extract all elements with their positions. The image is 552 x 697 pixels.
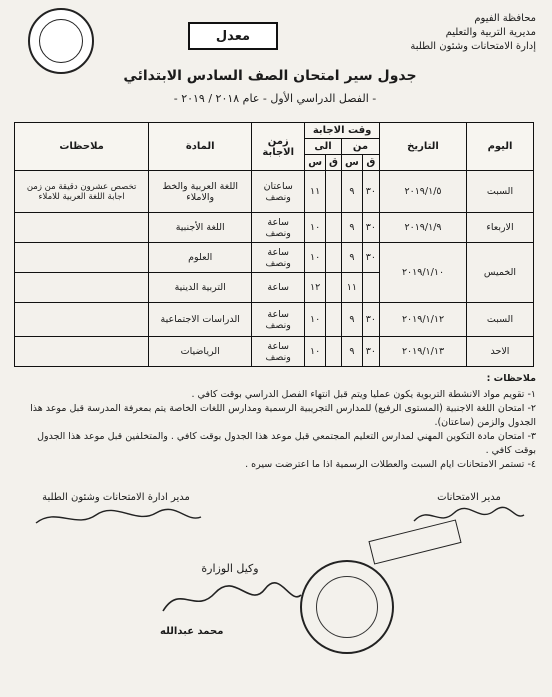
cell-date: ٢٠١٩/١/٩ — [380, 213, 467, 243]
cell-subject: الدراسات الاجتماعية — [149, 303, 252, 337]
signature-scrawl-icon — [26, 503, 206, 529]
note-item: ٢- امتحان اللغة الاجنبية (المستوى الرفيع) للمدارس التجريبية الرسمية ومدارس اللغات الخاصة يتم بمعرفة المدرسة قبل موعد هذا الجدول والزمن (ساعتان). — [30, 403, 536, 428]
col-to: الى — [305, 139, 342, 155]
signature-scrawl-icon — [155, 575, 305, 621]
cell-duration: ساعة ونصف — [252, 243, 305, 273]
cell-notes: تخصص عشرون دقيقة من زمن اجابة اللغة العربية للاملاء — [15, 171, 149, 213]
cell-from-min: ٣٠ — [362, 337, 379, 367]
table-row — [15, 243, 534, 273]
cell-to-min — [326, 303, 342, 337]
cell-from-min: ٣٠ — [362, 303, 379, 337]
cell-to-min — [326, 337, 342, 367]
official-stamp-icon — [300, 560, 394, 654]
cell-from-min: ٣٠ — [362, 243, 379, 273]
cell-notes — [15, 337, 149, 367]
cell-date: ٢٠١٩/١/١٠ — [380, 243, 467, 303]
cell-day: السبت — [467, 303, 534, 337]
cell-from-hr: ٩ — [341, 337, 362, 367]
cell-duration: ساعة ونصف — [252, 337, 305, 367]
governorate-seal-icon — [28, 8, 94, 74]
notes-section — [16, 372, 536, 472]
cell-to-min — [326, 171, 342, 213]
cell-date: ٢٠١٩/١/١٣ — [380, 337, 467, 367]
col-date: التاريخ — [380, 123, 467, 171]
cell-to-min — [326, 213, 342, 243]
signature-title: مدير الامتحانات — [437, 492, 501, 503]
cell-duration: ساعة ونصف — [252, 303, 305, 337]
cell-subject: التربية الدينية — [149, 273, 252, 303]
col-to-hr: س — [305, 155, 326, 171]
signature-exams-director — [16, 492, 216, 532]
cell-duration: ساعتان ونصف — [252, 171, 305, 213]
cell-day: الخميس — [467, 243, 534, 303]
cell-notes — [15, 303, 149, 337]
cell-notes — [15, 213, 149, 243]
cell-subject: العلوم — [149, 243, 252, 273]
cell-subject: اللغة العربية والخط والاملاء — [149, 171, 252, 213]
cell-from-hr: ٩ — [341, 243, 362, 273]
cell-notes — [15, 273, 149, 303]
col-day: اليوم — [467, 123, 534, 171]
cell-date: ٢٠١٩/١/٥ — [380, 171, 467, 213]
page-title: جدول سير امتحان الصف السادس الابتدائي — [123, 68, 417, 84]
cell-from-min — [362, 273, 379, 303]
col-duration: زمن الاجابة — [252, 123, 305, 171]
cell-subject: اللغة الأجنبية — [149, 213, 252, 243]
cell-from-hr: ٩ — [341, 213, 362, 243]
cell-from-min: ٣٠ — [362, 213, 379, 243]
cell-from-hr: ٩ — [341, 303, 362, 337]
cell-to-min — [326, 273, 342, 303]
note-item: ٣- امتحان مادة التكوين المهني لمدارس التعليم المجتمعي قبل موعد هذا الجدول بوقت كافي . والمتخلفين قبل موعد هذا الجدول بوقت كافي . — [37, 431, 536, 456]
col-time: وقت الاجابة — [305, 123, 380, 139]
signature-exams-manager — [404, 492, 534, 532]
cell-subject: الرياضيات — [149, 337, 252, 367]
table-row — [15, 337, 534, 367]
table-row — [15, 303, 534, 337]
cell-day: الاربعاء — [467, 213, 534, 243]
signature-scrawl-icon — [409, 503, 529, 529]
deputy-title: وكيل الوزارة — [201, 562, 259, 575]
cell-duration: ساعة — [252, 273, 305, 303]
schedule-table — [14, 122, 534, 367]
cell-to-hr: ١٠ — [305, 337, 326, 367]
cell-to-hr: ١٠ — [305, 213, 326, 243]
table-row — [15, 213, 534, 243]
deputy-signature — [150, 562, 310, 624]
page-subtitle: - الفصل الدراسي الأول - عام ٢٠١٨ / ٢٠١٩ - — [173, 92, 377, 105]
col-from-hr: س — [341, 155, 362, 171]
modified-badge: معدل — [188, 22, 278, 50]
ministry-header — [396, 12, 536, 54]
col-from: من — [341, 139, 379, 155]
deputy-name: محمد عبدالله — [160, 626, 224, 637]
notes-title: ملاحظات : — [486, 373, 536, 384]
cell-from-hr: ٩ — [341, 171, 362, 213]
cell-to-hr: ١٢ — [305, 273, 326, 303]
cell-to-min — [326, 243, 342, 273]
col-notes: ملاحظات — [15, 123, 149, 171]
col-from-min: ق — [362, 155, 379, 171]
governorate-label: محافظة الفيوم — [474, 13, 536, 24]
table-row — [15, 171, 534, 213]
col-subject: المادة — [149, 123, 252, 171]
cell-to-hr: ١١ — [305, 171, 326, 213]
cell-from-min: ٣٠ — [362, 171, 379, 213]
department-label: إدارة الامتحانات وشئون الطلبة — [410, 41, 536, 52]
note-item: ٤- تستمر الامتحانات ايام السبت والعطلات الرسمية اذا ما اعترضت سيره . — [245, 459, 536, 470]
directorate-label: مديرية التربية والتعليم — [445, 27, 536, 38]
col-to-min: ق — [326, 155, 342, 171]
cell-date: ٢٠١٩/١/١٢ — [380, 303, 467, 337]
cell-to-hr: ١٠ — [305, 243, 326, 273]
cell-duration: ساعة ونصف — [252, 213, 305, 243]
signature-title: مدير ادارة الامتحانات وشئون الطلبة — [42, 492, 190, 503]
cell-to-hr: ١٠ — [305, 303, 326, 337]
cell-from-hr: ١١ — [341, 273, 362, 303]
cell-notes — [15, 243, 149, 273]
cell-day: الاحد — [467, 337, 534, 367]
note-item: ١- تقويم مواد الانشطة التربوية يكون عمليا ويتم قبل انتهاء الفصل الدراسي بوقت كافي . — [191, 389, 536, 400]
cell-day: السبت — [467, 171, 534, 213]
